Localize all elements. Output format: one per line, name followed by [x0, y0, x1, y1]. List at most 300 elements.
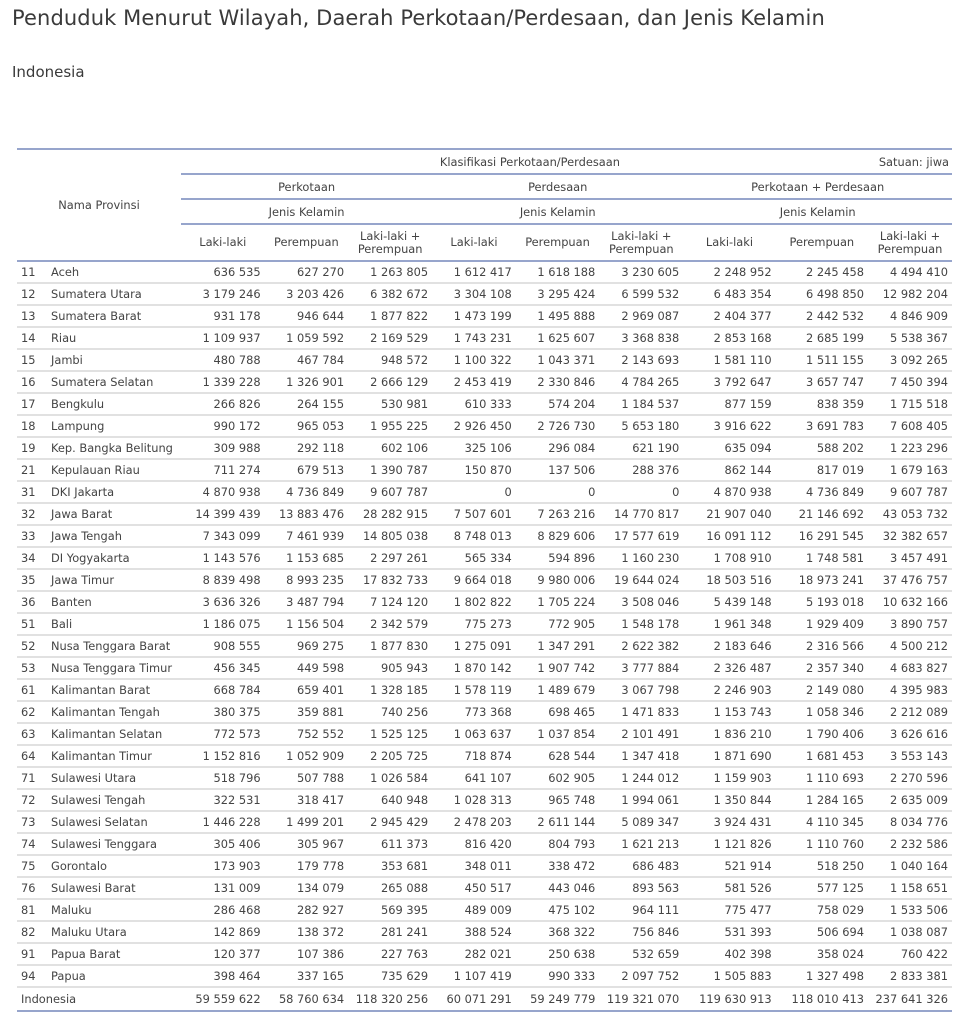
cell-value: 1 156 504	[265, 613, 349, 635]
table-row	[17, 283, 952, 305]
cell-value: 532 659	[599, 943, 683, 965]
cell-value: 775 477	[683, 899, 775, 921]
cell-value: 530 981	[348, 393, 432, 415]
table-row	[17, 679, 952, 701]
cell-value: 266 826	[181, 393, 265, 415]
cell-value: 1 107 419	[432, 965, 516, 987]
cell-value: 588 202	[776, 437, 868, 459]
province-name: Papua	[47, 965, 181, 987]
cell-value: 2 183 646	[683, 635, 775, 657]
cell-value: 3 777 884	[599, 657, 683, 679]
cell-value: 32 382 657	[868, 525, 952, 547]
cell-value: 489 009	[432, 899, 516, 921]
classification-header	[181, 149, 952, 174]
cell-value: 5 538 367	[868, 327, 952, 349]
group-header-total: Perkotaan + Perdesaan	[683, 174, 952, 199]
cell-value: 602 106	[348, 437, 432, 459]
cell-value: 2 330 846	[516, 371, 600, 393]
cell-value: 7 124 120	[348, 591, 432, 613]
cell-value: 965 748	[516, 789, 600, 811]
cell-value: 577 125	[776, 877, 868, 899]
cell-value: 443 046	[516, 877, 600, 899]
cell-value: 1 505 883	[683, 965, 775, 987]
cell-value: 1 511 155	[776, 349, 868, 371]
total-row	[17, 987, 952, 1011]
cell-value: 388 524	[432, 921, 516, 943]
cell-value: 2 945 429	[348, 811, 432, 833]
cell-value: 9 607 787	[348, 481, 432, 503]
table-row	[17, 943, 952, 965]
cell-value: 816 420	[432, 833, 516, 855]
total-value: 119 321 070	[599, 987, 683, 1011]
province-name: DI Yogyakarta	[47, 547, 181, 569]
cell-value: 450 517	[432, 877, 516, 899]
province-code: 33	[17, 525, 47, 547]
cell-value: 1 339 228	[181, 371, 265, 393]
cell-value: 3 092 265	[868, 349, 952, 371]
cell-value: 581 526	[683, 877, 775, 899]
province-code: 35	[17, 569, 47, 591]
cell-value: 965 053	[265, 415, 349, 437]
cell-value: 7 343 099	[181, 525, 265, 547]
province-name: Aceh	[47, 261, 181, 283]
cell-value: 1 110 693	[776, 767, 868, 789]
region-subtitle: Indonesia	[12, 63, 85, 81]
cell-value: 1 870 142	[432, 657, 516, 679]
subgroup-header: Jenis Kelamin	[432, 199, 683, 224]
cell-value: 3 230 605	[599, 261, 683, 283]
cell-value: 282 021	[432, 943, 516, 965]
cell-value: 4 870 938	[683, 481, 775, 503]
cell-value: 1 109 937	[181, 327, 265, 349]
cell-value: 2 635 009	[868, 789, 952, 811]
column-header-female: Perempuan	[776, 224, 868, 261]
cell-value: 679 513	[265, 459, 349, 481]
cell-value: 17 832 733	[348, 569, 432, 591]
cell-value: 3 203 426	[265, 283, 349, 305]
cell-value: 569 395	[348, 899, 432, 921]
cell-value: 1 121 826	[683, 833, 775, 855]
cell-value: 1 625 607	[516, 327, 600, 349]
province-code: 81	[17, 899, 47, 921]
cell-value: 2 097 752	[599, 965, 683, 987]
province-code: 62	[17, 701, 47, 723]
page-title: Penduduk Menurut Wilayah, Daerah Perkotaan/Perdesaan, dan Jenis Kelamin	[12, 6, 825, 30]
cell-value: 752 552	[265, 723, 349, 745]
province-code: 18	[17, 415, 47, 437]
cell-value: 641 107	[432, 767, 516, 789]
province-code: 19	[17, 437, 47, 459]
total-value: 59 559 622	[181, 987, 265, 1011]
province-name: Lampung	[47, 415, 181, 437]
cell-value: 2 622 382	[599, 635, 683, 657]
cell-value: 2 404 377	[683, 305, 775, 327]
province-name: Jambi	[47, 349, 181, 371]
cell-value: 2 248 952	[683, 261, 775, 283]
cell-value: 1 143 576	[181, 547, 265, 569]
cell-value: 8 034 776	[868, 811, 952, 833]
cell-value: 610 333	[432, 393, 516, 415]
cell-value: 138 372	[265, 921, 349, 943]
cell-value: 611 373	[348, 833, 432, 855]
cell-value: 7 450 394	[868, 371, 952, 393]
cell-value: 1 446 228	[181, 811, 265, 833]
cell-value: 686 483	[599, 855, 683, 877]
cell-value: 574 204	[516, 393, 600, 415]
cell-value: 2 246 903	[683, 679, 775, 701]
province-name: Sulawesi Barat	[47, 877, 181, 899]
cell-value: 4 683 827	[868, 657, 952, 679]
cell-value: 402 398	[683, 943, 775, 965]
cell-value: 1 275 091	[432, 635, 516, 657]
cell-value: 1 681 453	[776, 745, 868, 767]
column-header-male: Laki-laki	[683, 224, 775, 261]
cell-value: 893 563	[599, 877, 683, 899]
cell-value: 8 748 013	[432, 525, 516, 547]
cell-value: 518 796	[181, 767, 265, 789]
cell-value: 18 503 516	[683, 569, 775, 591]
cell-value: 594 896	[516, 547, 600, 569]
province-name: Maluku Utara	[47, 921, 181, 943]
cell-value: 1 043 371	[516, 349, 600, 371]
cell-value: 325 106	[432, 437, 516, 459]
cell-value: 9 980 006	[516, 569, 600, 591]
cell-value: 19 644 024	[599, 569, 683, 591]
cell-value: 1 284 165	[776, 789, 868, 811]
province-code: 51	[17, 613, 47, 635]
cell-value: 518 250	[776, 855, 868, 877]
province-code: 72	[17, 789, 47, 811]
cell-value: 456 345	[181, 657, 265, 679]
cell-value: 4 110 345	[776, 811, 868, 833]
cell-value: 1 160 230	[599, 547, 683, 569]
subgroup-header: Jenis Kelamin	[181, 199, 432, 224]
cell-value: 1 159 903	[683, 767, 775, 789]
table-row	[17, 635, 952, 657]
cell-value: 5 439 148	[683, 591, 775, 613]
cell-value: 5 193 018	[776, 591, 868, 613]
province-code: 13	[17, 305, 47, 327]
cell-value: 2 205 725	[348, 745, 432, 767]
cell-value: 1 110 760	[776, 833, 868, 855]
province-code: 21	[17, 459, 47, 481]
column-header-male: Laki-laki	[432, 224, 516, 261]
cell-value: 3 487 794	[265, 591, 349, 613]
cell-value: 1 347 291	[516, 635, 600, 657]
total-value: 119 630 913	[683, 987, 775, 1011]
cell-value: 37 476 757	[868, 569, 952, 591]
cell-value: 134 079	[265, 877, 349, 899]
province-name: Sumatera Barat	[47, 305, 181, 327]
total-value: 118 320 256	[348, 987, 432, 1011]
cell-value: 2 326 487	[683, 657, 775, 679]
province-name: Bengkulu	[47, 393, 181, 415]
cell-value: 380 375	[181, 701, 265, 723]
cell-value: 1 708 910	[683, 547, 775, 569]
cell-value: 2 926 450	[432, 415, 516, 437]
cell-value: 1 184 537	[599, 393, 683, 415]
cell-value: 7 461 939	[265, 525, 349, 547]
cell-value: 7 263 216	[516, 503, 600, 525]
cell-value: 3 368 838	[599, 327, 683, 349]
cell-value: 628 544	[516, 745, 600, 767]
cell-value: 2 357 340	[776, 657, 868, 679]
province-name: Sulawesi Tenggara	[47, 833, 181, 855]
cell-value: 640 948	[348, 789, 432, 811]
cell-value: 1 327 498	[776, 965, 868, 987]
cell-value: 1 244 012	[599, 767, 683, 789]
province-code: 17	[17, 393, 47, 415]
cell-value: 1 063 637	[432, 723, 516, 745]
province-code: 76	[17, 877, 47, 899]
cell-value: 1 621 213	[599, 833, 683, 855]
cell-value: 21 146 692	[776, 503, 868, 525]
province-name: Sulawesi Utara	[47, 767, 181, 789]
subgroup-header: Jenis Kelamin	[683, 199, 952, 224]
cell-value: 1 158 651	[868, 877, 952, 899]
cell-value: 264 155	[265, 393, 349, 415]
cell-value: 292 118	[265, 437, 349, 459]
cell-value: 1 263 805	[348, 261, 432, 283]
province-code: 32	[17, 503, 47, 525]
province-code: 82	[17, 921, 47, 943]
province-name: Kalimantan Barat	[47, 679, 181, 701]
table-row	[17, 613, 952, 635]
cell-value: 905 943	[348, 657, 432, 679]
cell-value: 877 159	[683, 393, 775, 415]
cell-value: 3 179 246	[181, 283, 265, 305]
cell-value: 2 232 586	[868, 833, 952, 855]
table-row	[17, 503, 952, 525]
cell-value: 305 406	[181, 833, 265, 855]
cell-value: 1 473 199	[432, 305, 516, 327]
cell-value: 758 029	[776, 899, 868, 921]
province-code: 61	[17, 679, 47, 701]
cell-value: 1 961 348	[683, 613, 775, 635]
total-value: 59 249 779	[516, 987, 600, 1011]
cell-value: 475 102	[516, 899, 600, 921]
cell-value: 3 626 616	[868, 723, 952, 745]
cell-value: 4 870 938	[181, 481, 265, 503]
cell-value: 756 846	[599, 921, 683, 943]
table-row	[17, 393, 952, 415]
province-name: Sumatera Selatan	[47, 371, 181, 393]
cell-value: 718 874	[432, 745, 516, 767]
cell-value: 804 793	[516, 833, 600, 855]
cell-value: 1 618 188	[516, 261, 600, 283]
province-name: Kalimantan Selatan	[47, 723, 181, 745]
cell-value: 3 295 424	[516, 283, 600, 305]
cell-value: 1 499 201	[265, 811, 349, 833]
cell-value: 173 903	[181, 855, 265, 877]
table-row	[17, 437, 952, 459]
cell-value: 1 679 163	[868, 459, 952, 481]
cell-value: 480 788	[181, 349, 265, 371]
cell-value: 286 468	[181, 899, 265, 921]
cell-value: 3 916 622	[683, 415, 775, 437]
cell-value: 1 028 313	[432, 789, 516, 811]
cell-value: 338 472	[516, 855, 600, 877]
cell-value: 2 297 261	[348, 547, 432, 569]
cell-value: 265 088	[348, 877, 432, 899]
province-code: 63	[17, 723, 47, 745]
province-name: Riau	[47, 327, 181, 349]
province-name: Sumatera Utara	[47, 283, 181, 305]
cell-value: 964 111	[599, 899, 683, 921]
unit-label: Satuan: jiwa	[878, 154, 949, 169]
cell-value: 1 748 581	[776, 547, 868, 569]
cell-value: 150 870	[432, 459, 516, 481]
cell-value: 2 442 532	[776, 305, 868, 327]
cell-value: 348 011	[432, 855, 516, 877]
cell-value: 18 973 241	[776, 569, 868, 591]
cell-value: 281 241	[348, 921, 432, 943]
province-code: 11	[17, 261, 47, 283]
province-name: Kalimantan Timur	[47, 745, 181, 767]
cell-value: 1 100 322	[432, 349, 516, 371]
cell-value: 4 736 849	[776, 481, 868, 503]
cell-value: 1 058 346	[776, 701, 868, 723]
province-code: 91	[17, 943, 47, 965]
cell-value: 12 982 204	[868, 283, 952, 305]
province-name: DKI Jakarta	[47, 481, 181, 503]
cell-value: 775 273	[432, 613, 516, 635]
cell-value: 5 089 347	[599, 811, 683, 833]
cell-value: 4 846 909	[868, 305, 952, 327]
province-name: Nusa Tenggara Barat	[47, 635, 181, 657]
province-name: Sulawesi Tengah	[47, 789, 181, 811]
cell-value: 636 535	[181, 261, 265, 283]
table-row	[17, 899, 952, 921]
province-name: Maluku	[47, 899, 181, 921]
cell-value: 322 531	[181, 789, 265, 811]
cell-value: 1 347 418	[599, 745, 683, 767]
cell-value: 3 304 108	[432, 283, 516, 305]
cell-value: 4 736 849	[265, 481, 349, 503]
cell-value: 8 993 235	[265, 569, 349, 591]
cell-value: 698 465	[516, 701, 600, 723]
table-row	[17, 965, 952, 987]
table-row	[17, 723, 952, 745]
cell-value: 3 636 326	[181, 591, 265, 613]
cell-value: 28 282 915	[348, 503, 432, 525]
cell-value: 21 907 040	[683, 503, 775, 525]
province-code: 14	[17, 327, 47, 349]
cell-value: 3 553 143	[868, 745, 952, 767]
province-code: 16	[17, 371, 47, 393]
column-header-total: Laki-laki + Perempuan	[348, 224, 432, 261]
cell-value: 602 905	[516, 767, 600, 789]
cell-value: 16 291 545	[776, 525, 868, 547]
cell-value: 3 508 046	[599, 591, 683, 613]
cell-value: 6 498 850	[776, 283, 868, 305]
total-label: Indonesia	[17, 987, 181, 1011]
cell-value: 3 924 431	[683, 811, 775, 833]
cell-value: 137 506	[516, 459, 600, 481]
province-code: 74	[17, 833, 47, 855]
cell-value: 0	[432, 481, 516, 503]
province-name: Banten	[47, 591, 181, 613]
province-name: Gorontalo	[47, 855, 181, 877]
cell-value: 3 457 491	[868, 547, 952, 569]
classification-label: Klasifikasi Perkotaan/Perdesaan	[439, 154, 620, 169]
cell-value: 521 914	[683, 855, 775, 877]
province-code: 94	[17, 965, 47, 987]
cell-value: 1 715 518	[868, 393, 952, 415]
province-code: 52	[17, 635, 47, 657]
cell-value: 7 608 405	[868, 415, 952, 437]
cell-value: 946 644	[265, 305, 349, 327]
cell-value: 227 763	[348, 943, 432, 965]
province-name: Sulawesi Selatan	[47, 811, 181, 833]
cell-value: 358 024	[776, 943, 868, 965]
cell-value: 740 256	[348, 701, 432, 723]
table-row	[17, 371, 952, 393]
cell-value: 1 802 822	[432, 591, 516, 613]
cell-value: 318 417	[265, 789, 349, 811]
cell-value: 1 186 075	[181, 613, 265, 635]
cell-value: 1 877 822	[348, 305, 432, 327]
cell-value: 1 877 830	[348, 635, 432, 657]
cell-value: 4 784 265	[599, 371, 683, 393]
cell-value: 282 927	[265, 899, 349, 921]
province-code: 31	[17, 481, 47, 503]
province-name: Kalimantan Tengah	[47, 701, 181, 723]
cell-value: 817 019	[776, 459, 868, 481]
table-row	[17, 855, 952, 877]
cell-value: 2 212 089	[868, 701, 952, 723]
province-code: 12	[17, 283, 47, 305]
cell-value: 14 805 038	[348, 525, 432, 547]
cell-value: 6 382 672	[348, 283, 432, 305]
cell-value: 179 778	[265, 855, 349, 877]
column-header-female: Perempuan	[516, 224, 600, 261]
cell-value: 2 726 730	[516, 415, 600, 437]
cell-value: 1 489 679	[516, 679, 600, 701]
table-row	[17, 305, 952, 327]
cell-value: 2 478 203	[432, 811, 516, 833]
province-name: Jawa Barat	[47, 503, 181, 525]
total-value: 237 641 326	[868, 987, 952, 1011]
cell-value: 3 691 783	[776, 415, 868, 437]
province-code: 36	[17, 591, 47, 613]
province-name: Bali	[47, 613, 181, 635]
cell-value: 3 792 647	[683, 371, 775, 393]
group-header-rural: Perdesaan	[432, 174, 683, 199]
cell-value: 621 190	[599, 437, 683, 459]
cell-value: 2 270 596	[868, 767, 952, 789]
cell-value: 1 038 087	[868, 921, 952, 943]
cell-value: 2 101 491	[599, 723, 683, 745]
cell-value: 13 883 476	[265, 503, 349, 525]
cell-value: 1 929 409	[776, 613, 868, 635]
cell-value: 8 839 498	[181, 569, 265, 591]
cell-value: 772 905	[516, 613, 600, 635]
cell-value: 506 694	[776, 921, 868, 943]
cell-value: 862 144	[683, 459, 775, 481]
cell-value: 2 342 579	[348, 613, 432, 635]
province-code: 71	[17, 767, 47, 789]
province-code: 64	[17, 745, 47, 767]
total-value: 58 760 634	[265, 987, 349, 1011]
cell-value: 1 581 110	[683, 349, 775, 371]
province-name: Papua Barat	[47, 943, 181, 965]
cell-value: 9 607 787	[868, 481, 952, 503]
table-row	[17, 327, 952, 349]
cell-value: 2 833 381	[868, 965, 952, 987]
cell-value: 1 026 584	[348, 767, 432, 789]
table-row	[17, 459, 952, 481]
